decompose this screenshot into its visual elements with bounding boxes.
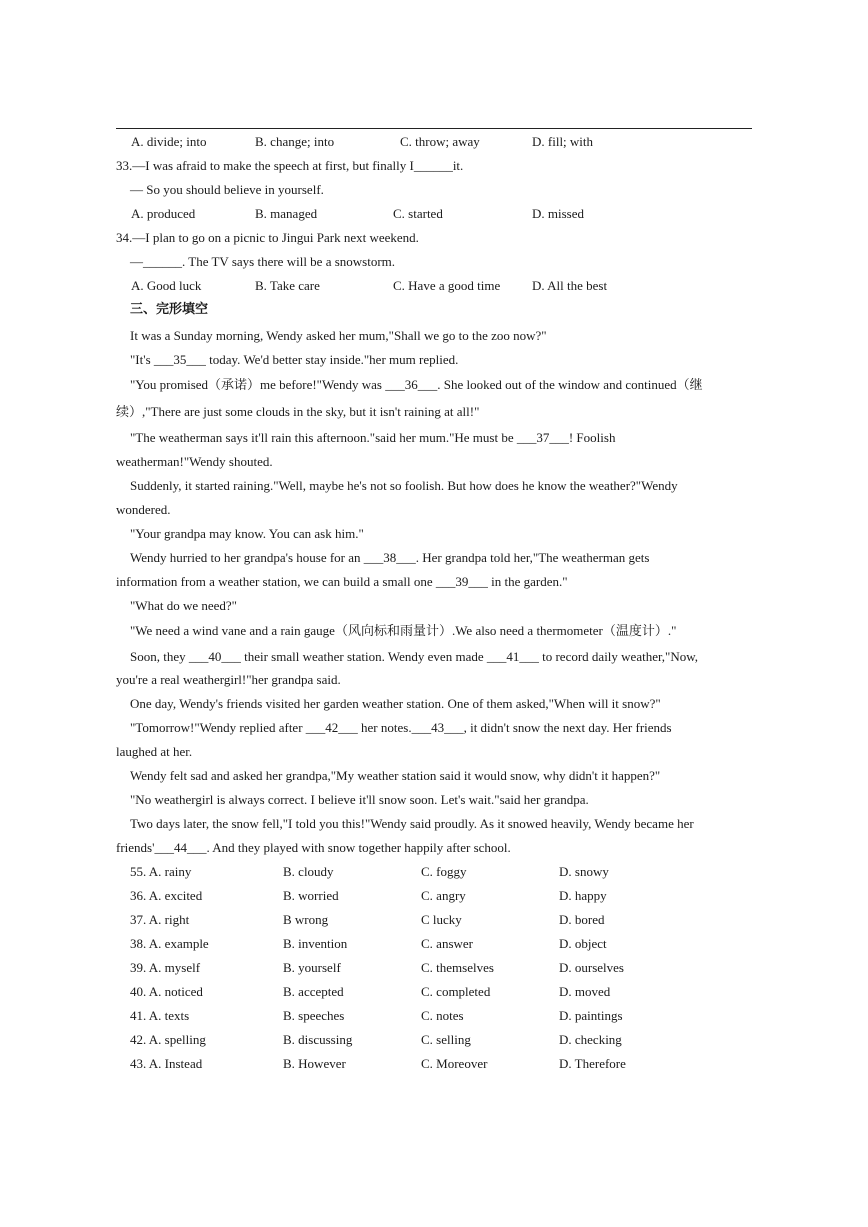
- passage-line: Wendy felt sad and asked her grandpa,"My weather station said it would snow, why didn't it happen?": [130, 768, 661, 783]
- passage-line: friends'___44___. And they played with snow together happily after school.: [116, 840, 511, 855]
- passage-line: It was a Sunday morning, Wendy asked her mum,"Shall we go to the zoo now?": [130, 328, 547, 343]
- passage-line: weatherman!"Wendy shouted.: [116, 454, 273, 469]
- passage-line: "We need a wind vane and a rain gauge（风向标和雨量计）.We also need a thermometer（温度计）.": [130, 623, 677, 638]
- passage-line: "The weatherman says it'll rain this afternoon."said her mum."He must be ___37___! Foolish: [130, 430, 616, 445]
- q33-option-a: A. produced: [131, 206, 196, 221]
- choice-item: B. invention: [283, 936, 348, 951]
- choice-item: B. speeches: [283, 1008, 345, 1023]
- passage-line: One day, Wendy's friends visited her garden weather station. One of them asked,"When will it snow?": [130, 696, 661, 711]
- q32-option-b: B. change; into: [255, 134, 335, 149]
- passage-line: information from a weather station, we can build a small one ___39___ in the garden.": [116, 574, 568, 589]
- passage-line: Two days later, the snow fell,"I told you this!"Wendy said proudly. As it snowed heavily, Wendy became her: [130, 816, 694, 831]
- passage-line: "Your grandpa may know. You can ask him.": [130, 526, 364, 541]
- q32-option-d: D. fill; with: [532, 134, 594, 149]
- choice-item: C. answer: [421, 936, 473, 951]
- choice-item: B wrong: [283, 912, 329, 927]
- choice-item: D. object: [559, 936, 607, 951]
- passage-line: Suddenly, it started raining."Well, maybe he's not so foolish. But how does he know the weather?"Wendy: [130, 478, 678, 493]
- choice-item: D. bored: [559, 912, 605, 927]
- choice-item: C. themselves: [421, 960, 494, 975]
- passage-line: you're a real weathergirl!"her grandpa said.: [116, 672, 341, 687]
- choice-item: C. completed: [421, 984, 491, 999]
- passage-line: "It's ___35___ today. We'd better stay inside."her mum replied.: [130, 352, 459, 367]
- choice-item: C. selling: [421, 1032, 471, 1047]
- q33-option-c: C. started: [393, 206, 443, 221]
- passage-line: wondered.: [116, 502, 171, 517]
- passage-line: Wendy hurried to her grandpa's house for an ___38___. Her grandpa told her,"The weatherman gets: [130, 550, 650, 565]
- choice-item: 37. A. right: [130, 912, 190, 927]
- choice-item: C. notes: [421, 1008, 464, 1023]
- passage-line: "What do we need?": [130, 598, 237, 613]
- choice-item: D. happy: [559, 888, 607, 903]
- q34-option-d: D. All the best: [532, 278, 608, 293]
- choice-item: B. cloudy: [283, 864, 334, 879]
- q34-option-b: B. Take care: [255, 278, 320, 293]
- choice-item: D. Therefore: [559, 1056, 626, 1071]
- choice-item: C lucky: [421, 912, 462, 927]
- q33-response: — So you should believe in yourself.: [130, 182, 324, 197]
- q32-option-c: C. throw; away: [400, 134, 480, 149]
- q33-question: 33.—I was afraid to make the speech at first, but finally I______it.: [116, 158, 464, 173]
- choice-item: 38. A. example: [130, 936, 209, 951]
- choice-item: 43. A. Instead: [130, 1056, 203, 1071]
- passage-line: "Tomorrow!"Wendy replied after ___42___ her notes.___43___, it didn't snow the next day. Her friends: [130, 720, 672, 735]
- section-heading: 三、完形填空: [130, 302, 209, 317]
- passage-line: laughed at her.: [116, 744, 193, 759]
- choice-item: B. yourself: [283, 960, 341, 975]
- q33-option-d: D. missed: [532, 206, 584, 221]
- q32-option-a: A. divide; into: [131, 134, 207, 149]
- passage-line: "No weathergirl is always correct. I believe it'll snow soon. Let's wait."said her grandpa.: [130, 792, 589, 807]
- choice-item: 36. A. excited: [130, 888, 203, 903]
- passage-line: "You promised（承诺）me before!"Wendy was ___36___. She looked out of the window and continued（继: [130, 377, 703, 392]
- choice-item: C. Moreover: [421, 1056, 488, 1071]
- choice-item: 42. A. spelling: [130, 1032, 206, 1047]
- q34-question: 34.—I plan to go on a picnic to Jingui Park next weekend.: [116, 230, 419, 245]
- choice-item: D. moved: [559, 984, 611, 999]
- top-rule: [116, 128, 752, 129]
- choice-item: 55. A. rainy: [130, 864, 192, 879]
- q34-option-a: A. Good luck: [131, 278, 202, 293]
- q33-option-b: B. managed: [255, 206, 318, 221]
- choice-item: 40. A. noticed: [130, 984, 203, 999]
- passage-line: 续）,"There are just some clouds in the sky, but it isn't raining at all!": [116, 404, 480, 419]
- choice-item: B. discussing: [283, 1032, 353, 1047]
- q34-option-c: C. Have a good time: [393, 278, 501, 293]
- choice-item: D. paintings: [559, 1008, 623, 1023]
- choice-item: C. foggy: [421, 864, 467, 879]
- q34-response: —______. The TV says there will be a snowstorm.: [130, 254, 396, 269]
- choice-item: B. However: [283, 1056, 346, 1071]
- choice-item: 39. A. myself: [130, 960, 201, 975]
- choice-item: D. checking: [559, 1032, 622, 1047]
- choice-item: 41. A. texts: [130, 1008, 190, 1023]
- choice-item: B. accepted: [283, 984, 344, 999]
- choice-item: C. angry: [421, 888, 466, 903]
- choice-item: B. worried: [283, 888, 339, 903]
- choice-item: D. snowy: [559, 864, 609, 879]
- choice-item: D. ourselves: [559, 960, 624, 975]
- passage-line: Soon, they ___40___ their small weather station. Wendy even made ___41___ to record daily weather,"Now,: [130, 649, 699, 664]
